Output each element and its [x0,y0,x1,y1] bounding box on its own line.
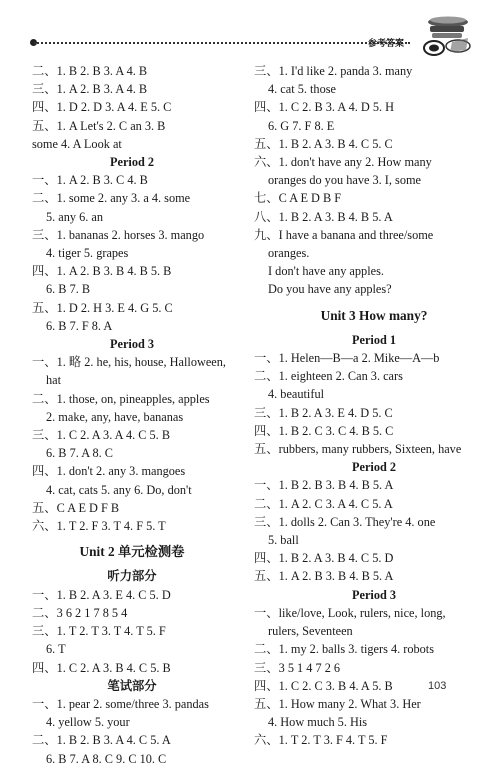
answer-line: 三、3 5 1 4 7 2 6 [254,660,341,675]
book-stack-logo-icon [412,12,474,60]
answer-line: 一、1. B 2. B 3. B 4. B 5. A [254,478,394,493]
page-number: 103 [428,680,447,692]
answer-line: 三、1. T 2. T 3. T 4. T 5. F [32,624,166,639]
right-answer-column [254,62,494,750]
answer-line: 二、1. A 2. C 3. A 4. C 5. A [254,496,393,511]
answer-line: Do you have any apples? [268,282,392,297]
header-label: 参考答案 [368,38,405,48]
answer-line: 四、1. B 2. A 3. B 4. C 5. D [254,551,394,566]
answer-line: 六、1. T 2. F 3. T 4. F 5. T [32,519,166,534]
answer-line: 一、1. A 2. B 3. C 4. B [32,173,148,188]
answer-line: 一、1. 略 2. he, his, house, Halloween, [32,355,226,370]
answer-line: 一、like/love, Look, rulers, nice, long, [254,605,446,620]
answer-line: 六、1. T 2. T 3. F 4. T 5. F [254,733,388,748]
section-heading: Period 1 [351,332,397,347]
answer-line: 4. tiger 5. grapes [46,246,129,261]
answer-line: 四、1. A 2. B 3. B 4. B 5. B [32,264,172,279]
answer-line: 五、C A E D F B [32,500,120,515]
answer-line: 二、1. some 2. any 3. a 4. some [32,191,191,206]
answer-line: hat [46,373,62,388]
answer-line: 6. T [46,642,66,657]
section-heading: Period 2 [351,460,397,475]
section-heading: 听力部分 [107,569,157,584]
answer-line: 三、1. dolls 2. Can 3. They're 4. one [254,514,436,529]
answer-line: 6. B 7. A 8. C [46,446,113,461]
answer-line: 6. B 7. B [46,282,91,297]
answer-line: 2. make, any, have, bananas [46,409,184,424]
answer-line: 二、1. eighteen 2. Can 3. cars [254,369,403,384]
answer-line: 八、1. B 2. A 3. B 4. B 5. A [254,209,393,224]
answer-line: 二、1. B 2. B 3. A 4. B [32,64,148,78]
header-dotted-rule [34,42,410,44]
answer-line: some 4. A Look at [32,136,122,151]
answer-line: 一、1. B 2. A 3. E 4. C 5. D [32,587,171,602]
answer-line: 二、1. those, on, pineapples, apples [32,391,210,406]
answer-line: 四、1. C 2. C 3. B 4. A 5. B [254,678,393,693]
section-heading: Unit 2 单元检测卷 [79,544,185,560]
answer-line: 三、1. bananas 2. horses 3. mango [32,227,205,242]
answer-line: 六、1. don't have any 2. How many [254,155,432,170]
answer-line: 5. ball [268,533,299,548]
answer-line: 4. cat, cats 5. any 6. Do, don't [46,482,192,497]
answer-line: 二、1. B 2. B 3. A 4. C 5. A [32,733,171,748]
answer-line: 五、1. A Let's 2. C an 3. B [32,118,166,133]
section-heading: 笔试部分 [107,678,157,693]
answer-line: 七、C A E D B F [254,191,342,206]
answer-line: 四、1. don't 2. any 3. mangoes [32,464,186,479]
answer-line: 四、1. C 2. A 3. B 4. C 5. B [32,660,171,675]
answer-line: 五、1. A 2. B 3. B 4. B 5. A [254,569,394,584]
answer-line: rulers, Seventeen [268,624,353,639]
answer-line: 三、1. A 2. B 3. A 4. B [32,82,148,97]
answer-line: 四、1. B 2. C 3. C 4. B 5. C [254,423,394,438]
answer-line: 4. cat 5. those [268,82,336,97]
answer-line: 四、1. D 2. D 3. A 4. E 5. C [32,100,172,115]
answer-line: I don't have any apples. [268,264,384,279]
answer-line: 二、3 6 2 1 7 8 5 4 [32,605,128,620]
answer-line: 二、1. my 2. balls 3. tigers 4. robots [254,642,435,657]
section-heading: Period 2 [109,155,155,170]
answer-line: 四、1. C 2. B 3. A 4. D 5. H [254,100,395,115]
answer-line: 三、1. B 2. A 3. E 4. D 5. C [254,405,393,420]
answer-line: 五、1. B 2. A 3. B 4. C 5. C [254,136,393,151]
section-heading: Unit 3 How many? [320,307,428,323]
section-heading: Period 3 [351,587,397,602]
answer-line: 三、1. C 2. A 3. A 4. C 5. B [32,428,171,443]
answer-line: 4. How much 5. His [268,715,368,730]
answer-line: oranges do you have 3. I, some [268,173,421,188]
answer-line: 五、1. D 2. H 3. E 4. G 5. C [32,300,173,315]
answer-line: 5. any 6. an [46,209,104,224]
answer-line: 6. B 7. F 8. A [46,318,113,333]
left-answer-column [32,62,232,768]
answer-line: 4. yellow 5. your [46,715,130,730]
answer-line: 一、1. pear 2. some/three 3. pandas [32,696,209,711]
answer-line: 6. G 7. F 8. E [268,118,335,133]
section-heading: Period 3 [109,337,155,352]
answer-line: 6. B 7. A 8. C 9. C 10. C [46,751,167,766]
answer-line: 五、1. How many 2. What 3. Her [254,696,421,711]
answer-line: 五、rubbers, many rubbers, Sixteen, have [254,442,462,457]
answer-line: oranges. [268,246,310,261]
answer-line: 九、I have a banana and three/some [254,227,434,242]
answer-line: 一、1. Helen—B—a 2. Mike—A—b [254,351,440,366]
answer-line: 4. beautiful [268,387,325,402]
answer-line: 三、1. I'd like 2. panda 3. many [254,64,413,78]
